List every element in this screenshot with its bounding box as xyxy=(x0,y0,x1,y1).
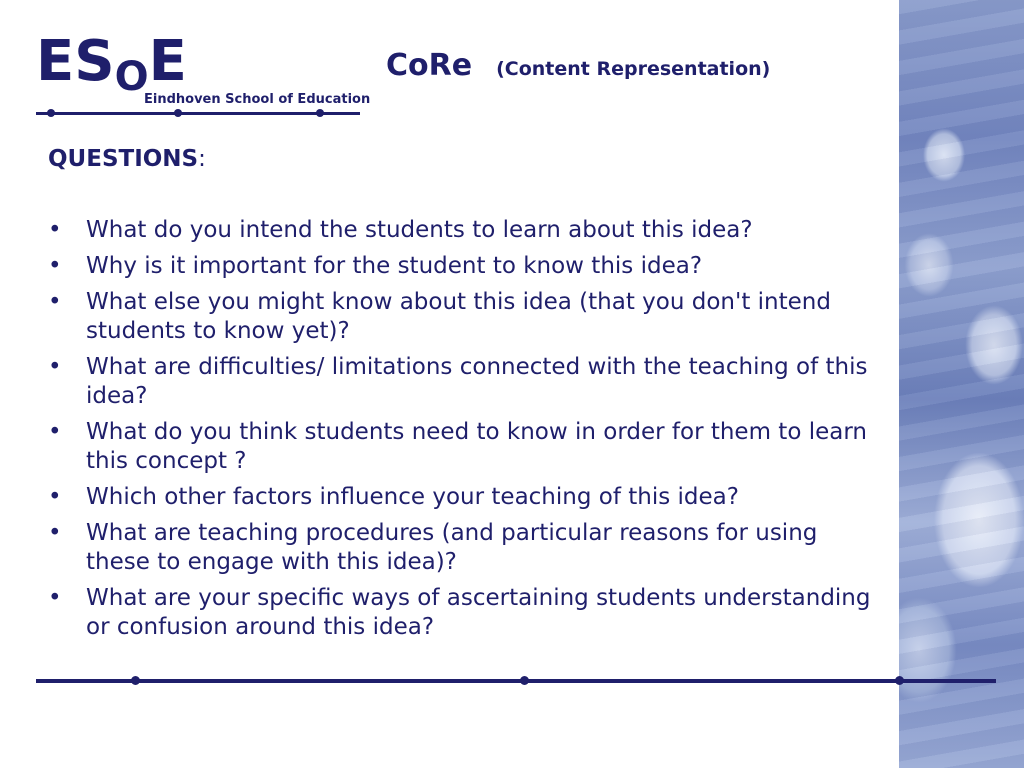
question-text: What are your specific ways of ascertaining students understanding or confusion around this idea? xyxy=(86,585,871,640)
questions-heading-label: QUESTIONS xyxy=(48,146,199,172)
logo-mark xyxy=(36,29,187,100)
bullet-icon: • xyxy=(48,289,62,315)
logo-rule-dot xyxy=(174,109,182,117)
logo-mark-e: E xyxy=(148,29,187,94)
title-main: CoRe xyxy=(386,48,473,83)
question-text: What are difficulties/ limitations connected with the teaching of this idea? xyxy=(86,354,868,409)
title-subtitle: (Content Representation) xyxy=(496,58,771,80)
divider-dot xyxy=(520,676,529,685)
bullet-icon: • xyxy=(48,253,62,279)
divider-dot xyxy=(895,676,904,685)
list-item xyxy=(48,418,888,476)
logo-rule xyxy=(36,112,360,115)
list-item xyxy=(48,216,888,245)
bullet-icon: • xyxy=(48,419,62,445)
questions-heading-colon: : xyxy=(198,146,206,172)
logo-rule-dot xyxy=(47,109,55,117)
list-item xyxy=(48,584,888,642)
questions-heading xyxy=(48,146,206,172)
question-text: What do you think students need to know in order for them to learn this concept ? xyxy=(86,419,867,474)
list-item xyxy=(48,288,888,346)
question-text: Why is it important for the student to know this idea? xyxy=(86,253,703,279)
slide-title xyxy=(386,48,770,83)
bullet-icon: • xyxy=(48,217,62,243)
classroom-photo xyxy=(899,0,1024,768)
question-text: What are teaching procedures (and particular reasons for using these to engage with this idea)? xyxy=(86,520,818,575)
list-item xyxy=(48,483,888,512)
list-item xyxy=(48,353,888,411)
esoe-logo xyxy=(36,29,371,120)
question-text: What else you might know about this idea (that you don't intend students to know yet)? xyxy=(86,289,831,344)
bullet-icon: • xyxy=(48,354,62,380)
bullet-icon: • xyxy=(48,484,62,510)
bottom-divider xyxy=(36,679,996,683)
questions-list xyxy=(48,216,888,649)
bullet-icon: • xyxy=(48,585,62,611)
logo-subtitle: Eindhoven School of Education xyxy=(144,92,371,107)
list-item xyxy=(48,519,888,577)
divider-dot xyxy=(131,676,140,685)
question-text: Which other factors influence your teaching of this idea? xyxy=(86,484,739,510)
question-text: What do you intend the students to learn about this idea? xyxy=(86,217,753,243)
bullet-icon: • xyxy=(48,520,62,546)
logo-mark-es: ES xyxy=(36,29,115,94)
logo-mark-o: O xyxy=(114,54,149,100)
logo-rule-dot xyxy=(316,109,324,117)
list-item xyxy=(48,252,888,281)
